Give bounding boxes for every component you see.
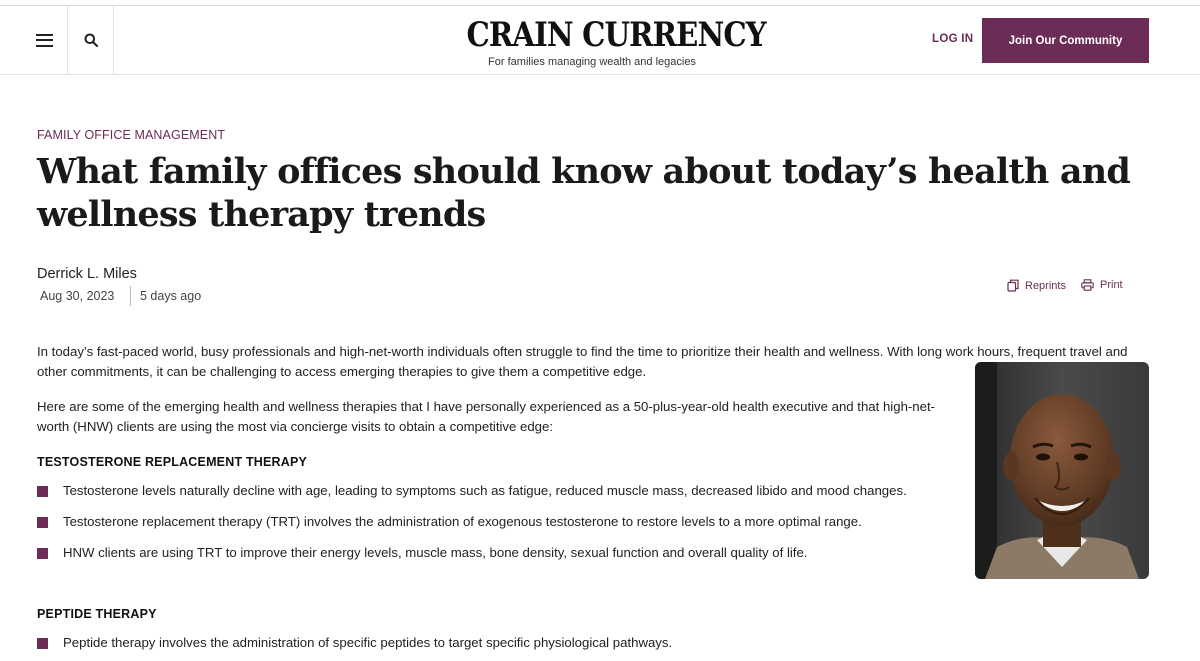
- bullet-square-icon: [37, 638, 48, 649]
- bullet-square-icon: [37, 517, 48, 528]
- section-heading: TESTOSTERONE REPLACEMENT THERAPY: [37, 455, 308, 469]
- search-icon: [84, 33, 98, 47]
- list-item-text: Peptide therapy involves the administration of specific peptides to target specific physiological pathways.: [63, 635, 673, 650]
- copy-icon: [1007, 279, 1019, 292]
- list-item: [37, 633, 957, 653]
- list-item-text: Testosterone replacement therapy (TRT) involves the administration of exogenous testosterone to restore levels to a more optimal range.: [63, 514, 862, 529]
- print-button[interactable]: [1081, 279, 1123, 291]
- list-item: [37, 543, 957, 563]
- list-item-text: Testosterone levels naturally decline with age, leading to symptoms such as fatigue, reduced muscle mass, decreased libido and mood changes.: [63, 483, 907, 498]
- article-author[interactable]: Derrick L. Miles: [37, 266, 137, 282]
- hamburger-menu-icon: [36, 34, 53, 47]
- list-item: [37, 481, 957, 501]
- site-logo[interactable]: CRAIN CURRENCY: [466, 15, 766, 55]
- article-headline: What family offices should know about today’s health and wellness therapy trends: [37, 151, 1131, 235]
- bullet-square-icon: [37, 486, 48, 497]
- search-button[interactable]: [68, 6, 114, 74]
- article-paragraph: Here are some of the emerging health and wellness therapies that I have personally experienced as a 50-plus-year-old health executive and that high-net-worth (HNW) clients are using the most via concierge visits to obtain a competitive edge:: [37, 399, 936, 434]
- article-paragraph: In today’s fast-paced world, busy professionals and high-net-worth individuals often struggle to find the time to prioritize their health and wellness. With long work hours, frequent travel and other commitments, it can be challenging to access emerging therapies to give them a competitive edge.: [37, 344, 1128, 379]
- list-item: [37, 512, 957, 532]
- article-relative-date: 5 days ago: [140, 289, 202, 303]
- author-photo: [975, 362, 1149, 579]
- print-label: Print: [1100, 279, 1123, 291]
- reprints-label: Reprints: [1025, 279, 1066, 292]
- list-item-text: HNW clients are using TRT to improve their energy levels, muscle mass, bone density, sexual function and overall quality of life.: [63, 545, 808, 560]
- site-tagline: For families managing wealth and legacies: [488, 56, 696, 68]
- join-community-button[interactable]: Join Our Community: [982, 18, 1149, 63]
- meta-divider: [130, 286, 131, 306]
- site-header: [0, 6, 1200, 75]
- bullet-square-icon: [37, 548, 48, 559]
- printer-icon: [1081, 279, 1094, 291]
- menu-button[interactable]: [22, 6, 68, 74]
- section-heading: PEPTIDE THERAPY: [37, 607, 157, 621]
- article-date: Aug 30, 2023: [40, 289, 115, 303]
- article-category[interactable]: FAMILY OFFICE MANAGEMENT: [37, 128, 226, 142]
- login-link[interactable]: LOG IN: [932, 33, 974, 45]
- reprints-button[interactable]: [1007, 279, 1066, 292]
